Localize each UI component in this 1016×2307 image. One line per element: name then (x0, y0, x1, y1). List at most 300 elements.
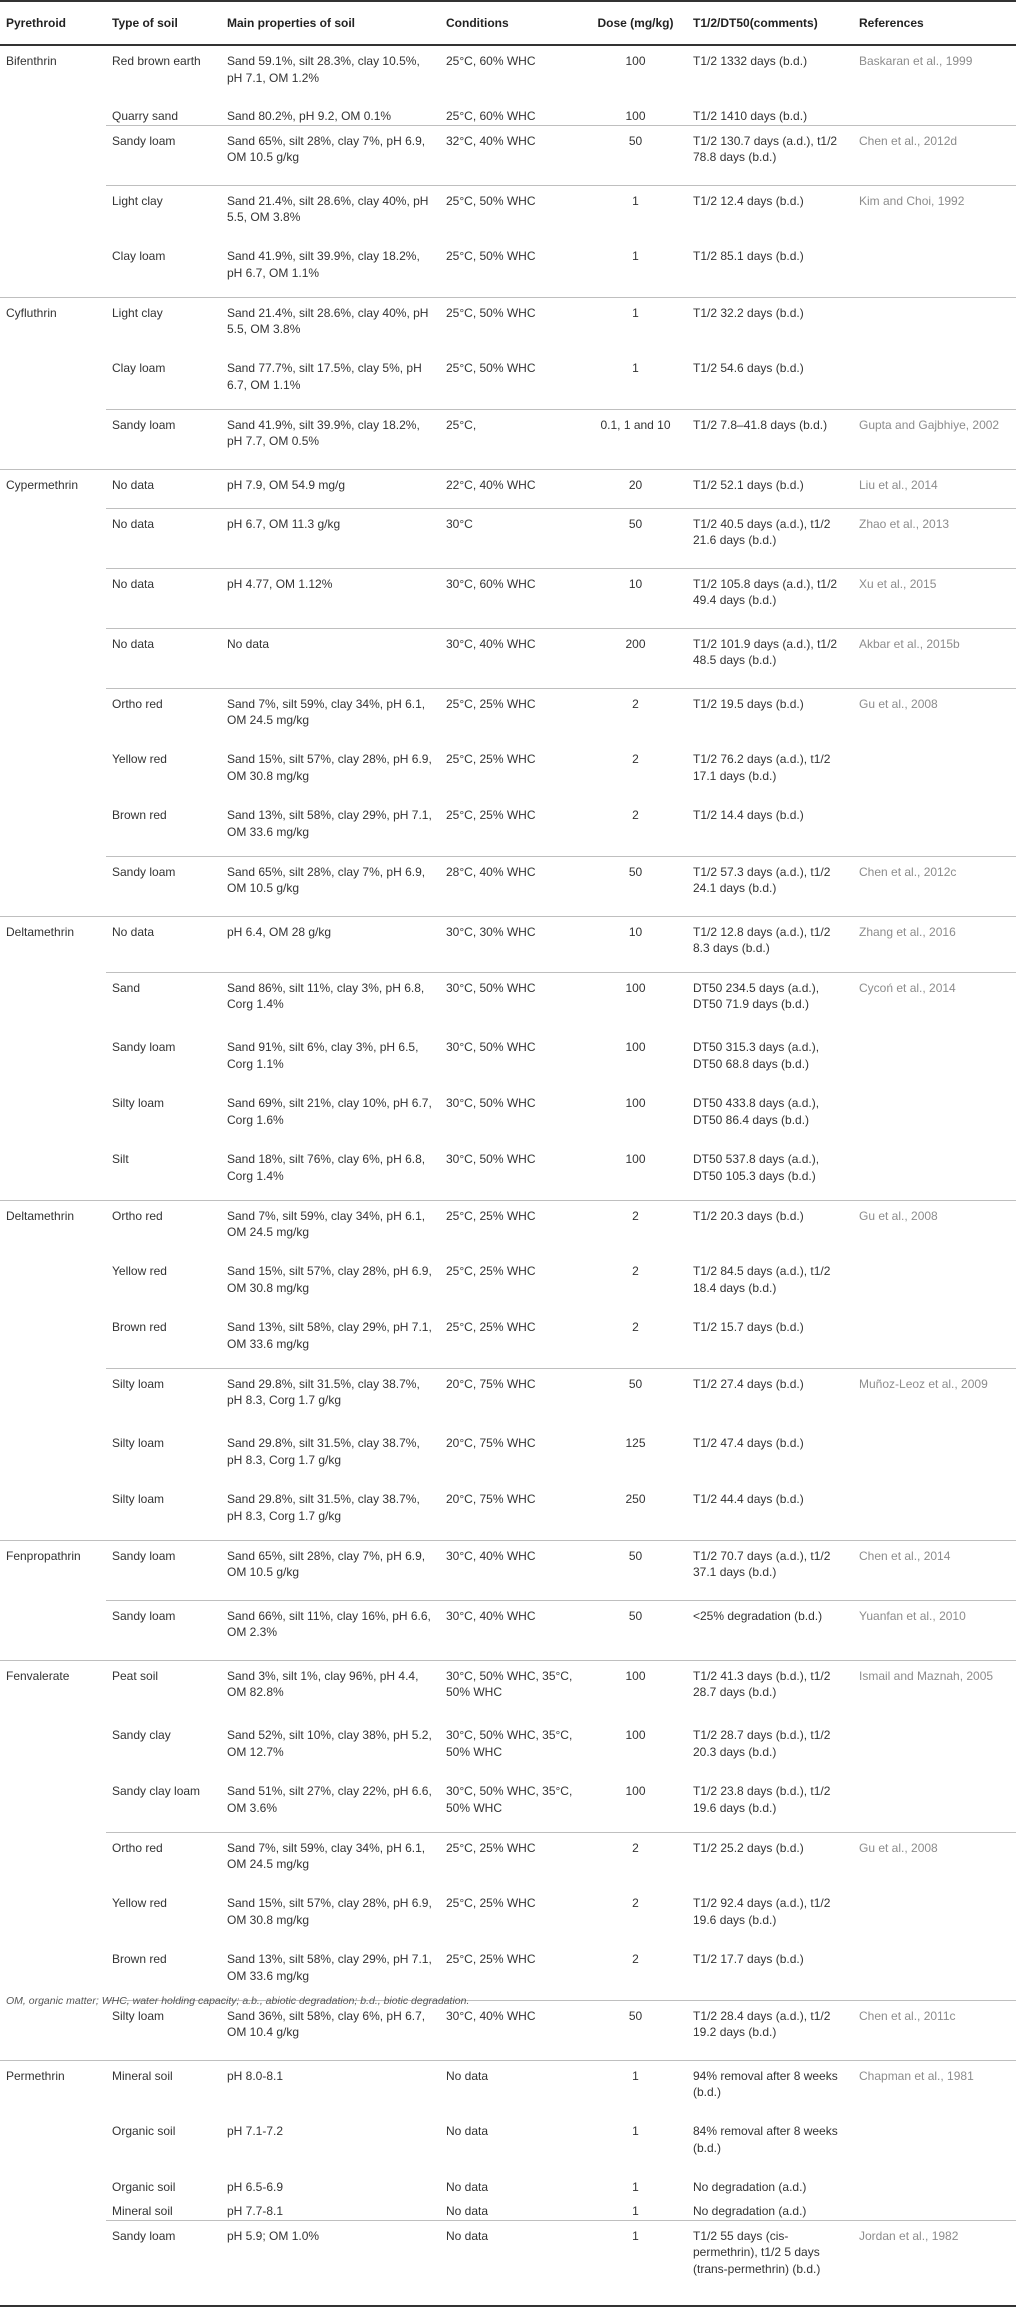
cell-pyrethroid (0, 508, 106, 568)
cell-properties: pH 7.1-7.2 (227, 2124, 284, 2138)
cell-pyrethroid (0, 241, 106, 297)
table-row (0, 45, 1016, 101)
cell-conditions: 25°C, 25% WHC (440, 1200, 582, 1256)
cell-conditions: 30°C, 40% WHC (440, 1600, 582, 1660)
table-row (0, 1200, 1016, 1256)
cell-dose: 1 (632, 361, 639, 375)
cell-half-life: T1/2 52.1 days (b.d.) (687, 469, 853, 508)
cell-pyrethroid (0, 1832, 106, 1888)
cell-dose: 50 (582, 125, 687, 185)
cell-dose: 100 (625, 1728, 646, 1742)
table-row (0, 972, 1016, 1032)
table-row (0, 916, 1016, 972)
cell-reference (853, 1776, 1016, 1832)
cell-soil-type: Brown red (112, 1952, 167, 1966)
cell-properties: Sand 69%, silt 21%, clay 10%, pH 6.7, Corg 1.6% (227, 1096, 432, 1127)
cell-pyrethroid: Permethrin (0, 2060, 106, 2116)
cell-soil-type: Sandy loam (106, 409, 221, 469)
cell-pyrethroid (0, 2220, 106, 2306)
header-properties: Main properties of soil (221, 1, 440, 45)
cell-dose: 20 (582, 469, 687, 508)
cell-reference (853, 1484, 1016, 1540)
cell-properties: Sand 36%, silt 58%, clay 6%, pH 6.7, OM 10.4 g/kg (221, 2000, 440, 2060)
cell-properties: Sand 29.8%, silt 31.5%, clay 38.7%, pH 8.3, Corg 1.7 g/kg (227, 1492, 420, 1523)
cell-dose: 1 (582, 297, 687, 353)
cell-soil-type: Ortho red (106, 1832, 221, 1888)
cell-reference: Chen et al., 2012d (853, 125, 1016, 185)
cell-reference (853, 1256, 1016, 1312)
cell-soil-type: Silty loam (112, 1436, 165, 1450)
cell-reference: Gupta and Gajbhiye, 2002 (853, 409, 1016, 469)
cell-dose: 100 (625, 109, 646, 123)
cell-conditions: 25°C, 25% WHC (440, 1832, 582, 1888)
cell-dose: 50 (582, 1540, 687, 1600)
cell-reference (853, 1032, 1016, 1088)
cell-conditions: No data (446, 2204, 489, 2218)
table-row (0, 744, 1016, 800)
cell-soil-type: Sand (106, 972, 221, 1032)
cell-dose: 100 (625, 1784, 646, 1798)
cell-pyrethroid (0, 1776, 106, 1832)
table-footnote: OM, organic matter; WHC, water holding capacity; a.b., abiotic degradation; b.d., biotic degradation. (6, 1995, 470, 2007)
cell-conditions: 25°C, 25% WHC (446, 1896, 536, 1910)
cell-soil-type: Organic soil (112, 2124, 176, 2138)
cell-properties: Sand 91%, silt 6%, clay 3%, pH 6.5, Corg 1.1% (227, 1040, 419, 1071)
cell-half-life: T1/2 17.7 days (b.d.) (693, 1952, 804, 1966)
cell-dose: 50 (582, 1600, 687, 1660)
cell-reference (853, 1088, 1016, 1144)
cell-dose: 1 (632, 2124, 639, 2138)
table-row (0, 856, 1016, 916)
header-dose: Dose (mg/kg) (582, 1, 687, 45)
cell-conditions: 22°C, 40% WHC (440, 469, 582, 508)
cell-conditions: 30°C, 50% WHC, 35°C, 50% WHC (446, 1728, 573, 1759)
cell-conditions: No data (446, 2124, 489, 2138)
cell-soil-type: Sandy loam (106, 2220, 221, 2306)
cell-dose: 2 (632, 808, 639, 822)
cell-soil-type: Sandy loam (106, 125, 221, 185)
cell-half-life: 94% removal after 8 weeks (b.d.) (687, 2060, 853, 2116)
cell-reference (853, 2116, 1016, 2172)
cell-reference: Ismail and Maznah, 2005 (853, 1660, 1016, 1720)
cell-pyrethroid (0, 1428, 106, 1484)
cell-pyrethroid (0, 1144, 106, 1200)
table-row (0, 1944, 1016, 2000)
cell-half-life: T1/2 1410 days (b.d.) (693, 109, 808, 123)
cell-reference (853, 1144, 1016, 1200)
cell-soil-type: Clay loam (112, 361, 166, 375)
cell-conditions: 30°C, 50% WHC (446, 1096, 536, 1110)
cell-dose: 50 (582, 1368, 687, 1428)
table-row (0, 1032, 1016, 1088)
cell-properties: Sand 7%, silt 59%, clay 34%, pH 6.1, OM 24.5 mg/kg (221, 688, 440, 744)
cell-soil-type: Sandy clay (112, 1728, 171, 1742)
cell-properties: Sand 41.9%, silt 39.9%, clay 18.2%, pH 6.7, OM 1.1% (227, 249, 420, 280)
cell-reference: Gu et al., 2008 (853, 688, 1016, 744)
cell-reference (853, 2196, 1016, 2220)
cell-soil-type: Sandy loam (106, 1540, 221, 1600)
cell-reference (853, 1888, 1016, 1944)
cell-half-life: T1/2 92.4 days (a.d.), t1/2 19.6 days (b.d.) (693, 1896, 831, 1927)
cell-soil-type: Ortho red (106, 688, 221, 744)
cell-dose: 2 (632, 1320, 639, 1334)
cell-dose: 2 (582, 688, 687, 744)
cell-properties: pH 7.9, OM 54.9 mg/g (221, 469, 440, 508)
cell-conditions: No data (446, 2180, 489, 2194)
cell-pyrethroid (0, 101, 106, 125)
cell-conditions: 25°C, 25% WHC (446, 808, 536, 822)
cell-reference: Muñoz-Leoz et al., 2009 (853, 1368, 1016, 1428)
cell-half-life: 84% removal after 8 weeks (b.d.) (693, 2124, 838, 2155)
cell-soil-type: Organic soil (112, 2180, 176, 2194)
cell-properties: Sand 13%, silt 58%, clay 29%, pH 7.1, OM 33.6 mg/kg (227, 808, 432, 839)
cell-reference (853, 1944, 1016, 2000)
cell-reference: Chen et al., 2014 (853, 1540, 1016, 1600)
cell-properties: Sand 13%, silt 58%, clay 29%, pH 7.1, OM 33.6 mg/kg (227, 1952, 432, 1983)
cell-properties: pH 4.77, OM 1.12% (221, 568, 440, 628)
cell-half-life: T1/2 54.6 days (b.d.) (693, 361, 804, 375)
cell-dose: 50 (582, 856, 687, 916)
cell-conditions: 30°C, 60% WHC (440, 568, 582, 628)
cell-reference (853, 2172, 1016, 2196)
cell-conditions: 30°C, 30% WHC (440, 916, 582, 972)
cell-soil-type: Sandy loam (106, 856, 221, 916)
cell-dose: 100 (625, 1096, 646, 1110)
cell-reference: Jordan et al., 1982 (853, 2220, 1016, 2306)
cell-half-life: T1/2 15.7 days (b.d.) (693, 1320, 804, 1334)
cell-reference: Chapman et al., 1981 (853, 2060, 1016, 2116)
cell-reference (853, 1428, 1016, 1484)
cell-pyrethroid (0, 1088, 106, 1144)
cell-reference (853, 297, 1016, 353)
cell-properties: Sand 7%, silt 59%, clay 34%, pH 6.1, OM 24.5 mg/kg (221, 1832, 440, 1888)
cell-dose: 1 (632, 249, 639, 263)
table-row (0, 2060, 1016, 2116)
cell-properties: Sand 15%, silt 57%, clay 28%, pH 6.9, OM 30.8 mg/kg (227, 1264, 432, 1295)
cell-pyrethroid: Fenvalerate (0, 1660, 106, 1720)
cell-soil-type: Sandy clay loam (112, 1784, 201, 1798)
table-row (0, 1600, 1016, 1660)
table-row (0, 2196, 1016, 2220)
cell-properties: Sand 65%, silt 28%, clay 7%, pH 6.9, OM 10.5 g/kg (221, 856, 440, 916)
cell-properties: Sand 52%, silt 10%, clay 38%, pH 5.2, OM 12.7% (227, 1728, 432, 1759)
cell-dose: 100 (625, 1040, 646, 1054)
cell-soil-type: Light clay (106, 297, 221, 353)
cell-properties: Sand 41.9%, silt 39.9%, clay 18.2%, pH 7.7, OM 0.5% (221, 409, 440, 469)
table-row (0, 2220, 1016, 2306)
cell-half-life: T1/2 130.7 days (a.d.), t1/2 78.8 days (b.d.) (687, 125, 853, 185)
cell-properties: Sand 66%, silt 11%, clay 16%, pH 6.6, OM 2.3% (221, 1600, 440, 1660)
cell-soil-type: Silt (112, 1152, 129, 1166)
cell-dose: 100 (582, 45, 687, 101)
cell-pyrethroid (0, 1312, 106, 1368)
cell-reference: Zhao et al., 2013 (853, 508, 1016, 568)
cell-half-life: T1/2 76.2 days (a.d.), t1/2 17.1 days (b.d.) (693, 752, 831, 783)
cell-conditions: 30°C, 40% WHC (440, 2000, 582, 2060)
header-pyrethroid: Pyrethroid (0, 1, 106, 45)
cell-half-life: DT50 537.8 days (a.d.), DT50 105.3 days (b.d.) (693, 1152, 820, 1183)
cell-half-life: T1/2 40.5 days (a.d.), t1/2 21.6 days (b.d.) (687, 508, 853, 568)
cell-properties: Sand 7%, silt 59%, clay 34%, pH 6.1, OM 24.5 mg/kg (221, 1200, 440, 1256)
cell-properties: Sand 65%, silt 28%, clay 7%, pH 6.9, OM 10.5 g/kg (221, 125, 440, 185)
cell-pyrethroid (0, 125, 106, 185)
cell-pyrethroid (0, 2000, 106, 2060)
cell-pyrethroid (0, 353, 106, 409)
cell-dose: 100 (625, 1152, 646, 1166)
cell-reference: Chen et al., 2011c (853, 2000, 1016, 2060)
cell-soil-type: Sandy loam (112, 1040, 176, 1054)
cell-half-life: T1/2 55 days (cis-permethrin), t1/2 5 days (trans-permethrin) (b.d.) (687, 2220, 853, 2306)
cell-properties: Sand 29.8%, silt 31.5%, clay 38.7%, pH 8.3, Corg 1.7 g/kg (227, 1436, 420, 1467)
cell-conditions: No data (440, 2220, 582, 2306)
table-row (0, 353, 1016, 409)
cell-properties: pH 6.7, OM 11.3 g/kg (221, 508, 440, 568)
cell-half-life: DT50 234.5 days (a.d.), DT50 71.9 days (b.d.) (687, 972, 853, 1032)
cell-soil-type: No data (106, 508, 221, 568)
cell-properties: Sand 80.2%, pH 9.2, OM 0.1% (227, 109, 392, 123)
cell-half-life: T1/2 101.9 days (a.d.), t1/2 48.5 days (b.d.) (687, 628, 853, 688)
cell-dose: 2 (632, 752, 639, 766)
header-half-life: T1/2/DT50(comments) (687, 1, 853, 45)
table-row (0, 1428, 1016, 1484)
cell-conditions: 30°C, 50% WHC (440, 972, 582, 1032)
cell-conditions: 25°C, 60% WHC (440, 45, 582, 101)
cell-soil-type: Silty loam (106, 1368, 221, 1428)
cell-soil-type: Red brown earth (106, 45, 221, 101)
cell-reference: Gu et al., 2008 (853, 1200, 1016, 1256)
cell-conditions: 30°C, 50% WHC (446, 1152, 536, 1166)
cell-reference: Chen et al., 2012c (853, 856, 1016, 916)
cell-conditions: 30°C, 50% WHC, 35°C, 50% WHC (446, 1784, 573, 1815)
cell-dose: 100 (582, 972, 687, 1032)
cell-conditions: 25°C, 25% WHC (446, 1952, 536, 1966)
cell-pyrethroid (0, 1944, 106, 2000)
cell-properties: pH 5.9; OM 1.0% (221, 2220, 440, 2306)
cell-soil-type: No data (106, 469, 221, 508)
table-row (0, 1720, 1016, 1776)
cell-properties: pH 6.5-6.9 (227, 2180, 284, 2194)
table-row (0, 628, 1016, 688)
cell-conditions: 30°C, 40% WHC (440, 1540, 582, 1600)
cell-conditions: No data (440, 2060, 582, 2116)
cell-pyrethroid: Deltamethrin (0, 1200, 106, 1256)
cell-reference: Cycoń et al., 2014 (853, 972, 1016, 1032)
cell-soil-type: Sandy loam (106, 1600, 221, 1660)
cell-properties: Sand 86%, silt 11%, clay 3%, pH 6.8, Corg 1.4% (221, 972, 440, 1032)
table-row (0, 1776, 1016, 1832)
cell-reference: Zhang et al., 2016 (853, 916, 1016, 972)
cell-half-life: T1/2 105.8 days (a.d.), t1/2 49.4 days (b.d.) (687, 568, 853, 628)
cell-pyrethroid (0, 1484, 106, 1540)
cell-dose: 10 (582, 568, 687, 628)
cell-conditions: 20°C, 75% WHC (446, 1436, 536, 1450)
cell-reference (853, 241, 1016, 297)
cell-dose: 250 (625, 1492, 646, 1506)
cell-properties: Sand 15%, silt 57%, clay 28%, pH 6.9, OM 30.8 mg/kg (227, 752, 432, 783)
table-header-row (0, 1, 1016, 45)
cell-half-life: No degradation (a.d.) (693, 2180, 807, 2194)
cell-conditions: 25°C, 50% WHC (440, 185, 582, 241)
cell-conditions: 30°C, 50% WHC (446, 1040, 536, 1054)
cell-conditions: 25°C, (440, 409, 582, 469)
cell-properties: Sand 29.8%, silt 31.5%, clay 38.7%, pH 8.3, Corg 1.7 g/kg (221, 1368, 440, 1428)
cell-reference (853, 744, 1016, 800)
cell-pyrethroid (0, 1600, 106, 1660)
cell-soil-type: No data (106, 568, 221, 628)
table-row (0, 688, 1016, 744)
cell-half-life: DT50 315.3 days (a.d.), DT50 68.8 days (b.d.) (693, 1040, 820, 1071)
table-row (0, 1088, 1016, 1144)
header-references: References (853, 1, 1016, 45)
cell-dose: 2 (632, 1896, 639, 1910)
cell-half-life: T1/2 44.4 days (b.d.) (693, 1492, 804, 1506)
cell-half-life: T1/2 23.8 days (b.d.), t1/2 19.6 days (b.d.) (693, 1784, 831, 1815)
cell-pyrethroid (0, 628, 106, 688)
cell-half-life: T1/2 7.8–41.8 days (b.d.) (687, 409, 853, 469)
cell-conditions: 25°C, 25% WHC (446, 1320, 536, 1334)
header-soil-type: Type of soil (106, 1, 221, 45)
cell-soil-type: No data (106, 628, 221, 688)
table-row (0, 241, 1016, 297)
cell-reference: Yuanfan et al., 2010 (853, 1600, 1016, 1660)
cell-conditions: 25°C, 50% WHC (446, 361, 536, 375)
table-row (0, 185, 1016, 241)
cell-half-life: T1/2 70.7 days (a.d.), t1/2 37.1 days (b.d.) (687, 1540, 853, 1600)
cell-pyrethroid (0, 2172, 106, 2196)
cell-conditions: 30°C, 50% WHC, 35°C, 50% WHC (440, 1660, 582, 1720)
cell-soil-type: Silty loam (106, 2000, 221, 2060)
table-row (0, 409, 1016, 469)
cell-soil-type: Brown red (112, 808, 167, 822)
cell-reference: Kim and Choi, 1992 (853, 185, 1016, 241)
table-row (0, 125, 1016, 185)
cell-pyrethroid (0, 800, 106, 856)
cell-dose: 1 (632, 2204, 639, 2218)
cell-half-life: T1/2 19.5 days (b.d.) (687, 688, 853, 744)
cell-reference (853, 800, 1016, 856)
table-row (0, 800, 1016, 856)
cell-half-life: <25% degradation (b.d.) (687, 1600, 853, 1660)
cell-properties: Sand 13%, silt 58%, clay 29%, pH 7.1, OM 33.6 mg/kg (227, 1320, 432, 1351)
cell-conditions: 25°C, 25% WHC (440, 688, 582, 744)
cell-half-life: T1/2 85.1 days (b.d.) (693, 249, 804, 263)
cell-properties: Sand 18%, silt 76%, clay 6%, pH 6.8, Corg 1.4% (227, 1152, 426, 1183)
header-conditions: Conditions (440, 1, 582, 45)
cell-half-life: T1/2 20.3 days (b.d.) (687, 1200, 853, 1256)
cell-dose: 1 (582, 2220, 687, 2306)
cell-conditions: 30°C, 40% WHC (440, 628, 582, 688)
table-row (0, 297, 1016, 353)
cell-dose: 1 (582, 2060, 687, 2116)
cell-dose: 200 (582, 628, 687, 688)
cell-dose: 1 (632, 2180, 639, 2194)
cell-pyrethroid (0, 1032, 106, 1088)
cell-soil-type: Clay loam (112, 249, 166, 263)
cell-properties: pH 6.4, OM 28 g/kg (221, 916, 440, 972)
cell-dose: 2 (582, 1832, 687, 1888)
cell-conditions: 20°C, 75% WHC (440, 1368, 582, 1428)
cell-soil-type: Mineral soil (112, 2204, 173, 2218)
table-row (0, 1256, 1016, 1312)
cell-conditions: 25°C, 60% WHC (446, 109, 536, 123)
cell-pyrethroid (0, 185, 106, 241)
cell-properties: Sand 59.1%, silt 28.3%, clay 10.5%, pH 7.1, OM 1.2% (221, 45, 440, 101)
cell-dose: 0.1, 1 and 10 (582, 409, 687, 469)
cell-pyrethroid (0, 1256, 106, 1312)
cell-half-life: T1/2 84.5 days (a.d.), t1/2 18.4 days (b.d.) (693, 1264, 831, 1295)
table-row (0, 2000, 1016, 2060)
cell-conditions: 25°C, 25% WHC (446, 1264, 536, 1278)
cell-half-life: T1/2 41.3 days (b.d.), t1/2 28.7 days (b.d.) (687, 1660, 853, 1720)
cell-properties: Sand 3%, silt 1%, clay 96%, pH 4.4, OM 82.8% (221, 1660, 440, 1720)
cell-properties: pH 7.7-8.1 (227, 2204, 284, 2218)
cell-half-life: T1/2 25.2 days (b.d.) (687, 1832, 853, 1888)
cell-reference: Gu et al., 2008 (853, 1832, 1016, 1888)
cell-pyrethroid: Fenpropathrin (0, 1540, 106, 1600)
cell-dose: 50 (582, 508, 687, 568)
cell-half-life: DT50 433.8 days (a.d.), DT50 86.4 days (b.d.) (693, 1096, 820, 1127)
cell-conditions: 25°C, 50% WHC (440, 297, 582, 353)
table-row (0, 1888, 1016, 1944)
cell-half-life: T1/2 1332 days (b.d.) (687, 45, 853, 101)
table-row (0, 1144, 1016, 1200)
cell-pyrethroid (0, 1888, 106, 1944)
cell-soil-type: Ortho red (106, 1200, 221, 1256)
cell-soil-type: Yellow red (112, 1264, 167, 1278)
cell-properties: Sand 15%, silt 57%, clay 28%, pH 6.9, OM 30.8 mg/kg (227, 1896, 432, 1927)
cell-properties: Sand 77.7%, silt 17.5%, clay 5%, pH 6.7, OM 1.1% (227, 361, 422, 392)
cell-half-life: T1/2 14.4 days (b.d.) (693, 808, 804, 822)
cell-pyrethroid (0, 1368, 106, 1428)
table-row (0, 101, 1016, 125)
table-row (0, 568, 1016, 628)
cell-reference: Baskaran et al., 1999 (853, 45, 1016, 101)
cell-conditions: 30°C (440, 508, 582, 568)
cell-pyrethroid: Deltamethrin (0, 916, 106, 972)
cell-pyrethroid (0, 2196, 106, 2220)
table-row (0, 2116, 1016, 2172)
cell-reference: Liu et al., 2014 (853, 469, 1016, 508)
table-row (0, 1832, 1016, 1888)
cell-soil-type: Brown red (112, 1320, 167, 1334)
cell-half-life: T1/2 12.4 days (b.d.) (687, 185, 853, 241)
cell-soil-type: No data (106, 916, 221, 972)
cell-reference (853, 1720, 1016, 1776)
cell-half-life: T1/2 28.7 days (b.d.), t1/2 20.3 days (b.d.) (693, 1728, 831, 1759)
cell-half-life: T1/2 57.3 days (a.d.), t1/2 24.1 days (b.d.) (687, 856, 853, 916)
cell-pyrethroid (0, 972, 106, 1032)
cell-reference (853, 101, 1016, 125)
cell-properties: pH 8.0-8.1 (221, 2060, 440, 2116)
cell-reference (853, 1312, 1016, 1368)
cell-dose: 100 (582, 1660, 687, 1720)
cell-properties: Sand 21.4%, silt 28.6%, clay 40%, pH 5.5, OM 3.8% (221, 185, 440, 241)
table-row (0, 1660, 1016, 1720)
cell-pyrethroid: Bifenthrin (0, 45, 106, 101)
table-row (0, 1312, 1016, 1368)
cell-half-life: T1/2 47.4 days (b.d.) (693, 1436, 804, 1450)
cell-half-life: No degradation (a.d.) (693, 2204, 807, 2218)
cell-dose: 10 (582, 916, 687, 972)
cell-pyrethroid (0, 568, 106, 628)
cell-conditions: 20°C, 75% WHC (446, 1492, 536, 1506)
cell-soil-type: Mineral soil (106, 2060, 221, 2116)
cell-conditions: 25°C, 25% WHC (446, 752, 536, 766)
cell-properties: Sand 21.4%, silt 28.6%, clay 40%, pH 5.5, OM 3.8% (221, 297, 440, 353)
cell-pyrethroid (0, 2116, 106, 2172)
cell-dose: 125 (625, 1436, 646, 1450)
cell-pyrethroid (0, 688, 106, 744)
